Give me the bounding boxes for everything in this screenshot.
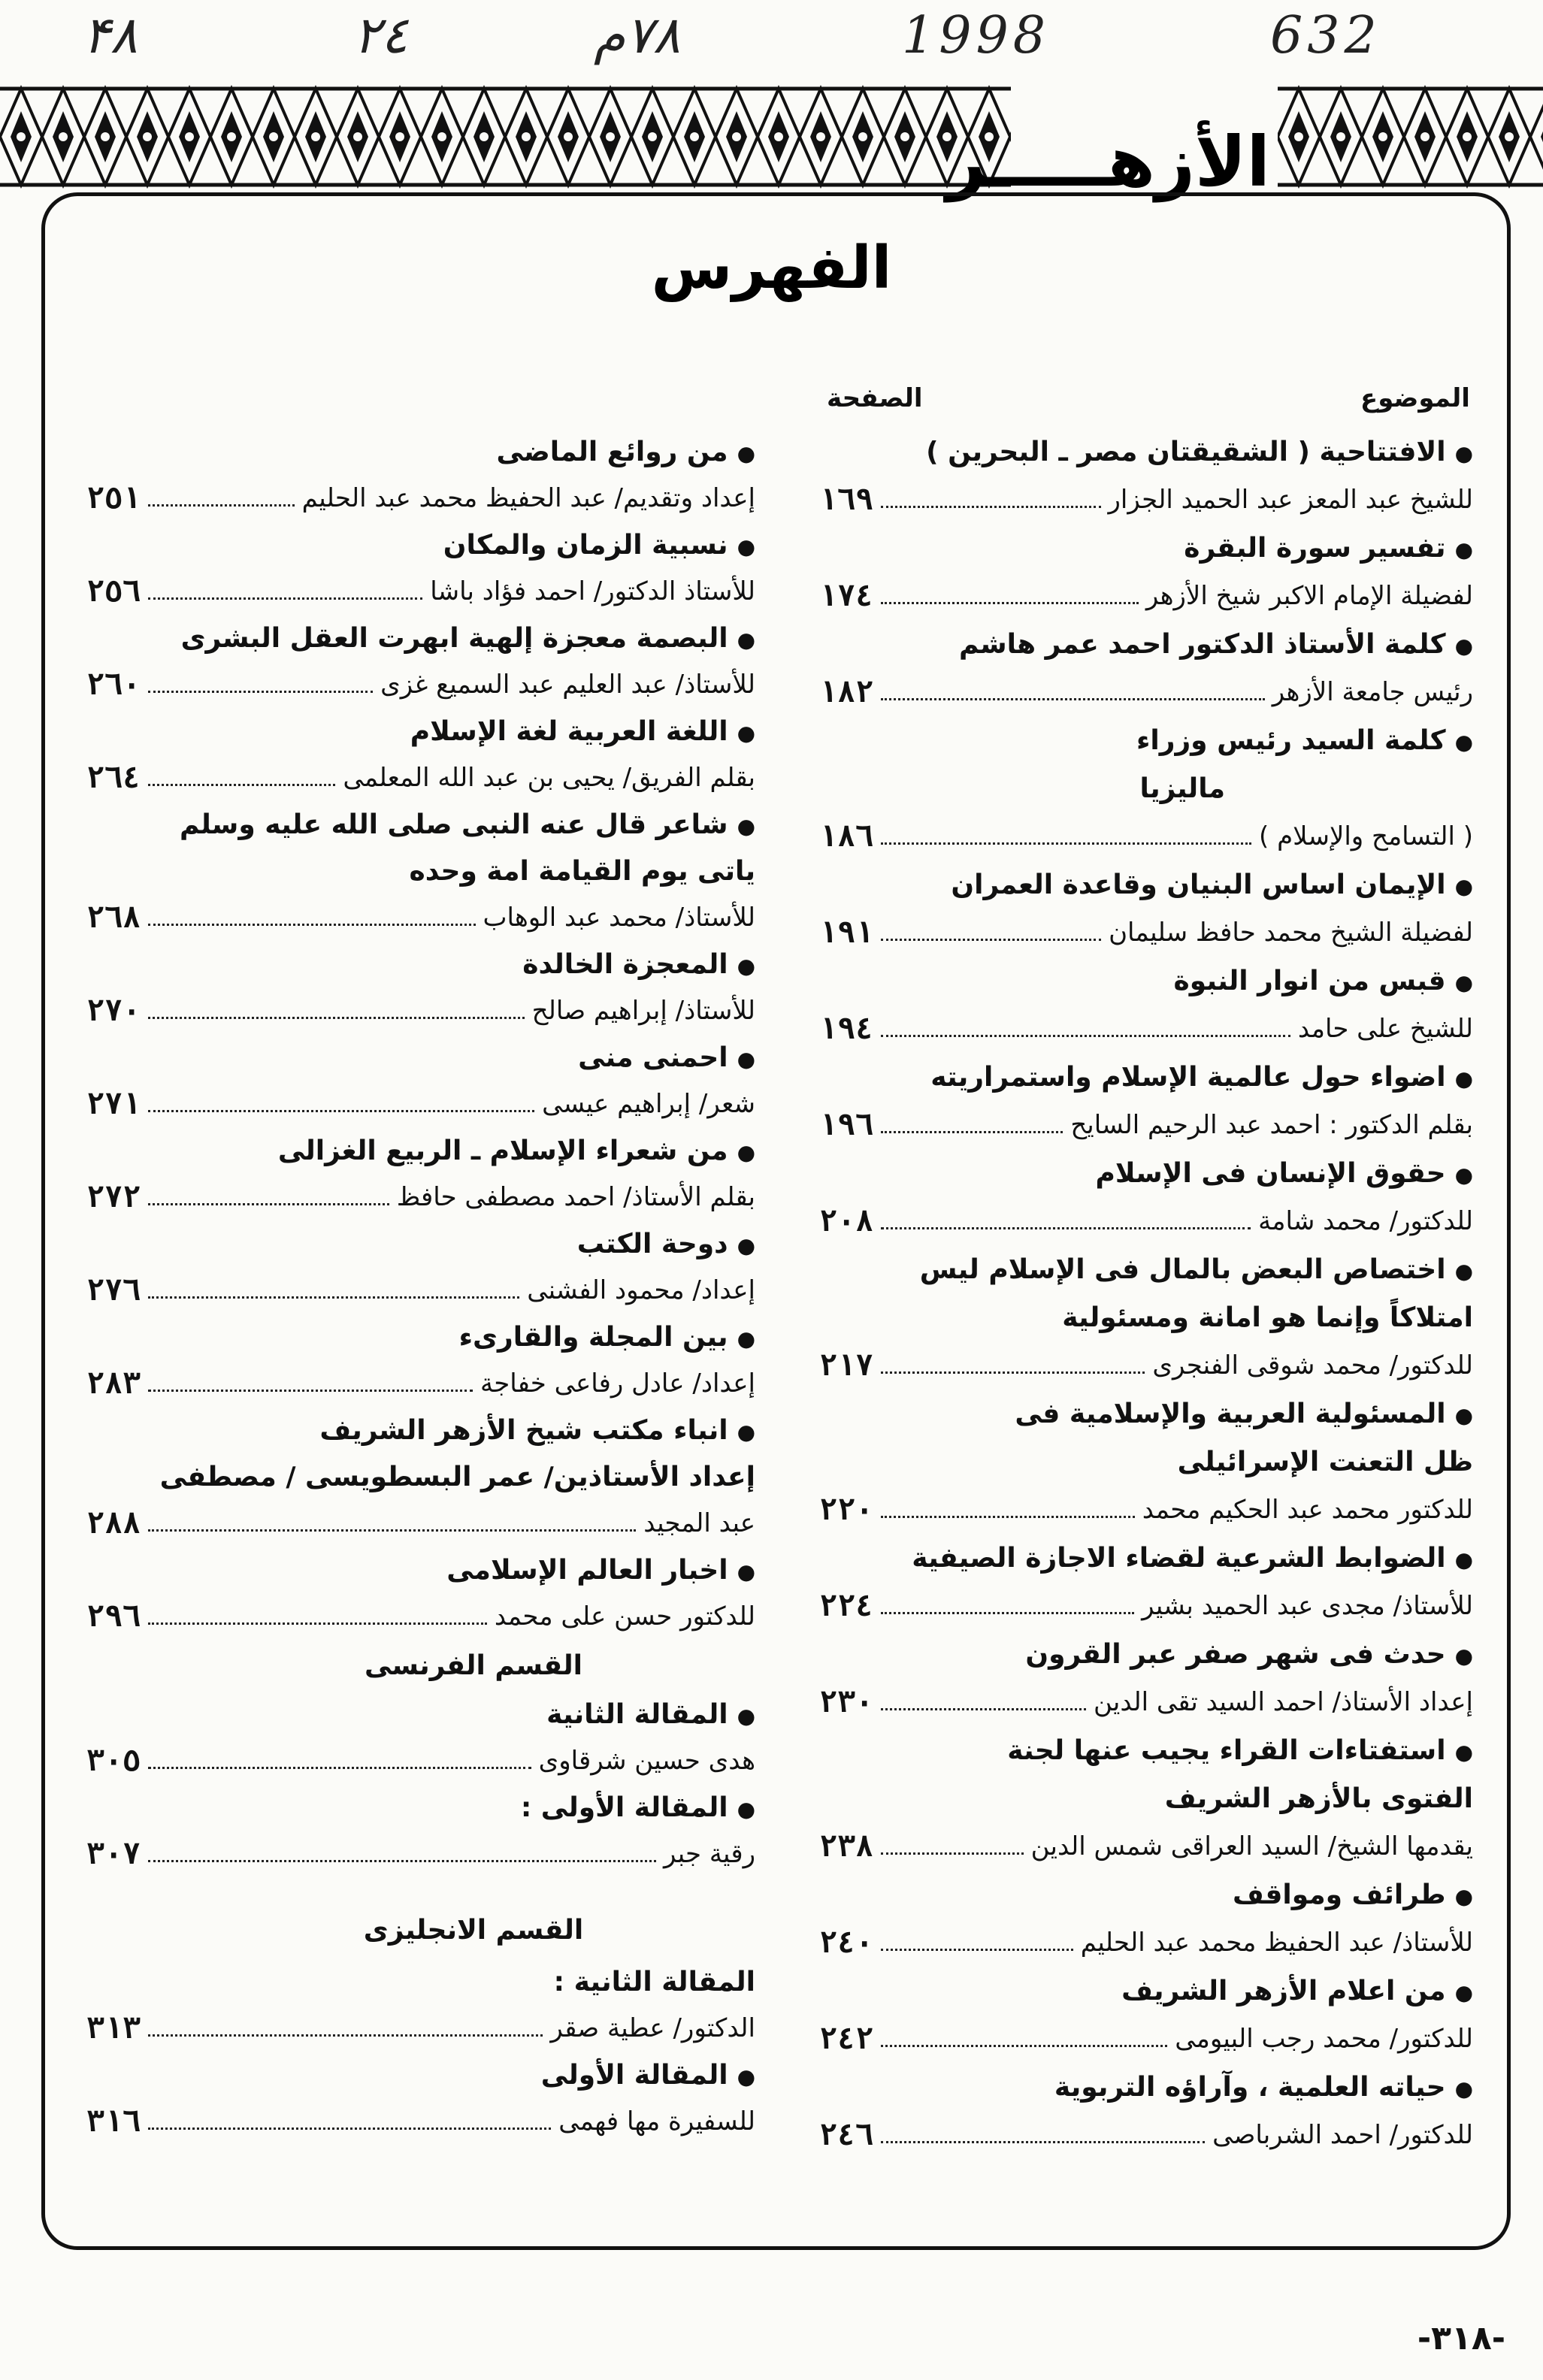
leader-dots xyxy=(881,506,1100,508)
index-entry xyxy=(819,1054,1473,1100)
leader-dots xyxy=(148,1110,534,1112)
entry-author: الدكتور/ عطية صقر xyxy=(550,2013,755,2043)
entry-author: هدى حسين شرقاوى xyxy=(538,1746,755,1776)
index-entry xyxy=(819,428,1473,475)
entry-page-number: ١٨٢ xyxy=(819,675,874,709)
entry-author: إعداد/ محمود الفشنى xyxy=(527,1275,755,1305)
entry-title: ● استفتاءات القراء يجيب عنها لجنة xyxy=(1007,1735,1473,1766)
index-entry xyxy=(819,909,1473,956)
index-entry xyxy=(819,1294,1473,1341)
entry-page-number: ٢٩٦ xyxy=(86,1599,141,1634)
handwritten-note-3: ٧٨م xyxy=(594,6,681,65)
entry-page-number: ٢٤٠ xyxy=(819,1925,874,1960)
index-entry xyxy=(86,1784,755,1831)
index-entry xyxy=(86,1547,755,1593)
entry-title: ● تفسير سورة البقرة xyxy=(1184,533,1473,564)
index-entry xyxy=(86,848,755,894)
leader-dots xyxy=(148,1767,531,1769)
magazine-name: الأزهـــــر xyxy=(945,122,1270,202)
index-entry xyxy=(86,615,755,661)
entry-title: ● حدث فى شهر صفر عبر القرون xyxy=(1025,1639,1473,1670)
index-entry xyxy=(86,2098,755,2145)
entry-author: للسفيرة مها فهمى xyxy=(558,2106,755,2137)
index-entry xyxy=(86,1500,755,1547)
leader-dots xyxy=(148,597,422,600)
index-entry xyxy=(819,1006,1473,1052)
index-entry xyxy=(86,1360,755,1407)
index-entry xyxy=(86,475,755,522)
entry-title: ● كلمة السيد رئيس وزراء xyxy=(1136,725,1473,756)
index-entry xyxy=(86,1220,755,1267)
leader-dots xyxy=(148,1203,389,1205)
entry-page-number: ١٦٩ xyxy=(819,482,874,517)
entry-page-number: ٢٧٢ xyxy=(86,1180,141,1214)
index-entry xyxy=(819,1535,1473,1581)
entry-author: للدكتور حسن على محمد xyxy=(494,1601,755,1632)
leader-dots xyxy=(881,1612,1134,1614)
index-entry xyxy=(86,2052,755,2098)
entry-page-number: ٣٠٧ xyxy=(86,1837,141,1871)
index-entry xyxy=(86,1593,755,1640)
entry-title: ● انباء مكتب شيخ الأزهر الشريف xyxy=(319,1415,755,1446)
entry-title: ● قبس من انوار النبوة xyxy=(1174,966,1473,996)
entry-author: يقدمها الشيخ/ السيد العراقى شمس الدين xyxy=(1030,1831,1473,1861)
entry-page-number: ٢٦٠ xyxy=(86,667,141,702)
entry-page-number: ٢٤٦ xyxy=(819,2118,874,2152)
entry-title: امتلاكاً وإنما هو امانة ومسئولية xyxy=(1062,1302,1473,1333)
ornament-band-right xyxy=(1278,81,1543,192)
entry-title: ● المقالة الثانية xyxy=(546,1699,755,1730)
entry-author: إعداد وتقديم/ عبد الحفيظ محمد عبد الحليم xyxy=(301,483,755,513)
leader-dots xyxy=(881,1131,1063,1133)
index-entry xyxy=(819,1823,1473,1870)
leader-dots xyxy=(881,698,1264,700)
entry-page-number: ١٧٤ xyxy=(819,579,874,613)
entry-title: ● من اعلام الأزهر الشريف xyxy=(1121,1976,1473,2007)
entry-author: للأستاذ/ عبد العليم عبد السميع غزى xyxy=(380,670,755,700)
entry-author: لفضيلة الإمام الاكبر شيخ الأزهر xyxy=(1145,581,1473,611)
entry-title: ● الضوابط الشرعية لقضاء الاجازة الصيفية xyxy=(912,1543,1473,1574)
index-entry xyxy=(86,1691,755,1737)
entry-page-number: ٢٣٨ xyxy=(819,1829,874,1864)
entry-title: ياتى يوم القيامة امة وحده xyxy=(409,855,755,887)
entry-title: ● شاعر قال عنه النبى صلى الله عليه وسلم xyxy=(180,809,755,840)
index-entry xyxy=(86,1831,755,1877)
index-entry xyxy=(86,1958,755,2005)
index-entry xyxy=(819,1438,1473,1485)
leader-dots xyxy=(148,1390,473,1392)
index-entry xyxy=(819,1246,1473,1293)
entry-title: ● المقالة الأولى xyxy=(541,2060,755,2091)
index-entry xyxy=(819,1150,1473,1196)
leader-dots xyxy=(881,1035,1290,1037)
entry-title: ● من شعراء الإسلام ـ الربيع الغزالى xyxy=(278,1136,755,1166)
index-entry xyxy=(819,1919,1473,1966)
entry-author: للدكتور محمد عبد الحكيم محمد xyxy=(1142,1495,1473,1525)
entry-author: للأستاذ/ عبد الحفيظ محمد عبد الحليم xyxy=(1080,1928,1473,1958)
entry-author: عبد المجيد xyxy=(643,1508,755,1538)
entry-title: ● احمنى منى xyxy=(578,1042,755,1073)
index-entry xyxy=(86,428,755,475)
index-entry xyxy=(819,1631,1473,1677)
index-entry xyxy=(819,621,1473,667)
entry-title: ● بين المجلة والقارىء xyxy=(459,1322,755,1353)
subject-column-header: الموضوع xyxy=(1360,383,1470,413)
index-entry xyxy=(819,2112,1473,2158)
entry-title: ● المسئولية العربية والإسلامية فى xyxy=(1015,1399,1473,1429)
leader-dots xyxy=(881,2141,1205,2143)
entry-page-number: ٢٨٣ xyxy=(86,1366,141,1401)
index-entry xyxy=(86,1453,755,1500)
index-entry xyxy=(86,1034,755,1081)
index-title: الفهرس xyxy=(651,234,892,302)
index-entry xyxy=(86,755,755,801)
entry-title: ● المعجزة الخالدة xyxy=(522,949,755,980)
entry-author: للأستاذ الدكتور/ احمد فؤاد باشا xyxy=(430,576,755,606)
index-entry xyxy=(819,1102,1473,1148)
index-entry xyxy=(819,476,1473,523)
index-entry xyxy=(86,568,755,615)
page-number: -٣١٨- xyxy=(1417,2319,1505,2357)
index-entry xyxy=(819,525,1473,571)
leader-dots xyxy=(881,1852,1023,1855)
leader-dots xyxy=(881,2045,1167,2047)
entry-title: ماليزيا xyxy=(1139,773,1225,804)
leader-dots xyxy=(148,691,373,693)
entry-page-number: ١٨٦ xyxy=(819,819,874,854)
entry-page-number: ٢٦٤ xyxy=(86,761,141,795)
entry-page-number: ١٩٦ xyxy=(819,1108,874,1142)
index-entry xyxy=(819,1198,1473,1244)
index-entry xyxy=(819,1967,1473,2014)
index-entry xyxy=(819,1871,1473,1918)
index-entry xyxy=(819,1775,1473,1822)
english-section-title: القسم الانجليزى xyxy=(363,1915,584,1946)
entry-author: بقلم الدكتور : احمد عبد الرحيم السايح xyxy=(1070,1110,1473,1140)
leader-dots xyxy=(881,1708,1086,1710)
leader-dots xyxy=(148,924,475,926)
entry-author: للأستاذ/ مجدى عبد الحميد بشير xyxy=(1142,1591,1473,1621)
entry-page-number: ٢٣٠ xyxy=(819,1685,874,1719)
entry-page-number: ٢١٧ xyxy=(819,1348,874,1383)
entry-author: رقية جبر xyxy=(663,1839,755,1869)
index-entry xyxy=(86,661,755,708)
index-entry xyxy=(86,987,755,1034)
entry-author: بقلم الفريق/ يحيى بن عبد الله المعلمى xyxy=(343,763,755,793)
leader-dots xyxy=(148,2034,543,2037)
leader-dots xyxy=(148,1296,519,1299)
entry-page-number: ١٩٤ xyxy=(819,1012,874,1046)
leader-dots xyxy=(881,602,1139,604)
entry-page-number: ٢٨٨ xyxy=(86,1506,141,1541)
index-entry xyxy=(86,941,755,987)
index-entry xyxy=(819,765,1473,812)
leader-dots xyxy=(148,784,335,786)
entry-author: للدكتور/ محمد شامة xyxy=(1258,1206,1473,1236)
handwritten-year: 1998 xyxy=(902,6,1051,65)
index-entry xyxy=(86,1407,755,1453)
index-entry xyxy=(819,1727,1473,1774)
index-entry xyxy=(86,1737,755,1784)
entry-author: للشيخ على حامد xyxy=(1297,1014,1473,1044)
entry-title: ● نسبية الزمان والمكان xyxy=(443,530,755,561)
index-entry xyxy=(819,1390,1473,1437)
index-entry xyxy=(86,2005,755,2052)
entry-page-number: ٢٥٦ xyxy=(86,574,141,609)
index-entry xyxy=(819,717,1473,764)
leader-dots xyxy=(148,1529,636,1532)
leader-dots xyxy=(881,842,1251,845)
entry-author: للشيخ عبد المعز عبد الحميد الجزار xyxy=(1108,485,1473,515)
index-entry xyxy=(86,1081,755,1127)
entry-page-number: ٢٢٤ xyxy=(819,1589,874,1623)
entry-author: للأستاذ/ محمد عبد الوهاب xyxy=(483,903,755,933)
index-entry xyxy=(86,522,755,568)
index-entry xyxy=(819,957,1473,1004)
page-column-header: الصفحة xyxy=(827,383,923,413)
ornament-band-left xyxy=(0,81,1011,192)
entry-title: ● طرائف ومواقف xyxy=(1233,1880,1473,1910)
leader-dots xyxy=(881,1516,1134,1518)
entry-page-number: ٢٠٨ xyxy=(819,1204,874,1238)
entry-author: ( التسامح والإسلام ) xyxy=(1259,821,1473,851)
entry-author: للدكتور/ احمد الشرباصى xyxy=(1212,2120,1473,2150)
leader-dots xyxy=(148,1017,524,1019)
index-entry xyxy=(819,813,1473,860)
handwritten-note-1: ۴٨ xyxy=(83,6,138,65)
index-entry xyxy=(819,2064,1473,2110)
entry-page-number: ٢٧١ xyxy=(86,1087,141,1121)
entry-author: بقلم الأستاذ/ احمد مصطفى حافظ xyxy=(396,1182,755,1212)
entry-title: إعداد الأستاذين/ عمر البسطويسى / مصطفى xyxy=(159,1461,755,1492)
entry-author: للدكتور/ محمد رجب البيومى xyxy=(1175,2024,1473,2054)
entry-page-number: ٢٥١ xyxy=(86,481,141,516)
entry-page-number: ٣١٣ xyxy=(86,2011,141,2046)
handwritten-number: 632 xyxy=(1270,6,1381,65)
entry-title: ● اضواء حول عالمية الإسلام واستمراريته xyxy=(930,1062,1473,1093)
entry-author: إعداد/ عادل رفاعى خفاجة xyxy=(480,1368,755,1399)
leader-dots xyxy=(881,1227,1251,1229)
index-entry xyxy=(86,1267,755,1314)
entry-title: ● حقوق الإنسان فى الإسلام xyxy=(1096,1158,1473,1189)
index-entry xyxy=(819,573,1473,619)
index-entry xyxy=(819,861,1473,908)
leader-dots xyxy=(148,2127,551,2130)
index-entry xyxy=(819,1342,1473,1389)
entry-author: رئيس جامعة الأزهر xyxy=(1272,677,1473,707)
entry-page-number: ٢٧٦ xyxy=(86,1273,141,1308)
index-entry xyxy=(86,894,755,941)
leader-dots xyxy=(881,1949,1073,1951)
leader-dots xyxy=(881,939,1101,941)
leader-dots xyxy=(148,1860,656,1862)
entry-title: ● حياته العلمية ، وآراؤه التربوية xyxy=(1054,2072,1473,2103)
entry-author: إعداد الأستاذ/ احمد السيد تقى الدين xyxy=(1094,1687,1473,1717)
entry-title: المقالة الثانية : xyxy=(553,1966,755,1997)
index-entry xyxy=(86,1174,755,1220)
entry-page-number: ٢٤٢ xyxy=(819,2022,874,2056)
entry-author: للأستاذ/ إبراهيم صالح xyxy=(531,996,755,1026)
leader-dots xyxy=(148,1622,487,1625)
index-entry xyxy=(819,669,1473,715)
entry-title: ● من روائع الماضى xyxy=(497,437,755,467)
handwritten-note-2: ٢٤ xyxy=(353,6,409,65)
entry-title: ● اخبار العالم الإسلامى xyxy=(446,1555,755,1586)
index-entry xyxy=(819,1486,1473,1533)
entry-page-number: ٢٦٨ xyxy=(86,900,141,935)
entry-title: ● الإيمان اساس البنيان وقاعدة العمران xyxy=(951,869,1473,900)
leader-dots xyxy=(148,504,294,507)
entry-title: ● اختصاص البعض بالمال فى الإسلام ليس xyxy=(920,1254,1473,1285)
entry-title: ● كلمة الأستاذ الدكتور احمد عمر هاشم xyxy=(959,629,1473,660)
index-entry xyxy=(86,801,755,848)
entry-page-number: ٢٧٠ xyxy=(86,993,141,1028)
entry-title: ● المقالة الأولى : xyxy=(521,1792,755,1823)
entry-title: الفتوى بالأزهر الشريف xyxy=(1164,1783,1473,1814)
index-entry xyxy=(819,1679,1473,1725)
leader-dots xyxy=(881,1371,1145,1374)
entry-title: ● الافتتاحية ( الشقيقتان مصر ـ البحرين ) xyxy=(926,437,1473,467)
index-entry xyxy=(86,1127,755,1174)
entry-page-number: ٢٢٠ xyxy=(819,1492,874,1527)
index-entry xyxy=(86,1314,755,1360)
entry-author: شعر/ إبراهيم عيسى xyxy=(542,1089,755,1119)
index-entry xyxy=(86,708,755,755)
index-entry xyxy=(819,2016,1473,2062)
entry-title: ● اللغة العربية لغة الإسلام xyxy=(410,716,755,747)
entry-title: ظل التعنت الإسرائيلى xyxy=(1177,1446,1473,1477)
entry-title: ● دوحة الكتب xyxy=(577,1229,755,1260)
entry-author: لفضيلة الشيخ محمد حافظ سليمان xyxy=(1109,918,1473,948)
entry-author: للدكتور/ محمد شوقى الفنجرى xyxy=(1152,1350,1473,1381)
entry-page-number: ٣٠٥ xyxy=(86,1743,141,1778)
entry-page-number: ٣١٦ xyxy=(86,2104,141,2139)
french-section-title: القسم الفرنسى xyxy=(365,1650,582,1681)
index-entry xyxy=(819,1583,1473,1629)
entry-title: ● البصمة معجزة إلهية ابهرت العقل البشرى xyxy=(181,623,755,654)
entry-page-number: ١٩١ xyxy=(819,915,874,950)
